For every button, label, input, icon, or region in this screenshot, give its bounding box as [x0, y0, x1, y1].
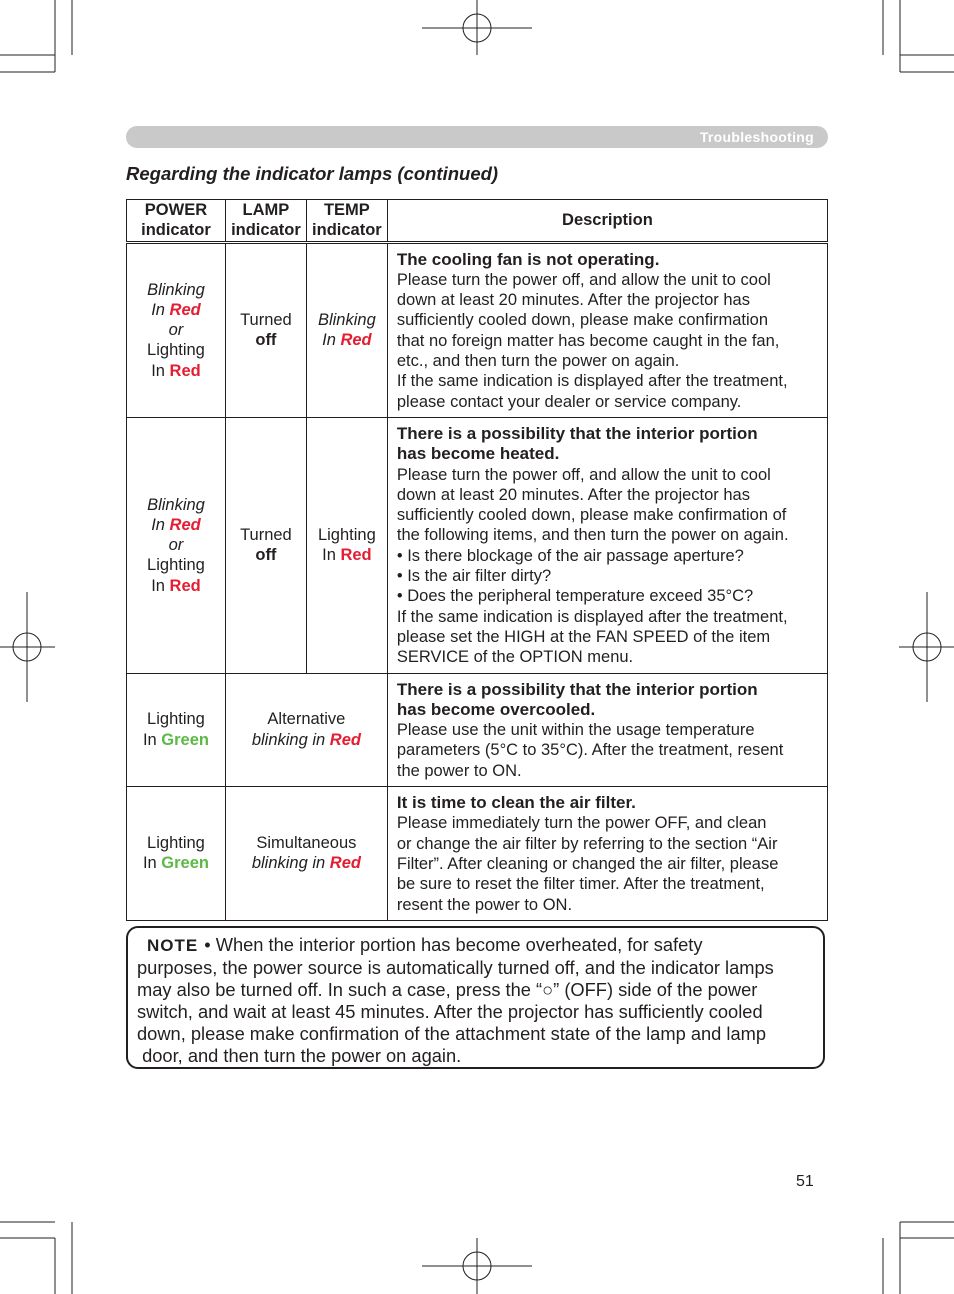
- note-text-line: down, please make confirmation of the attachment state of the lamp and lamp: [137, 1023, 767, 1044]
- note-text-line: • When the interior portion has become overheated, for safety: [204, 934, 703, 955]
- table-row: [127, 417, 828, 673]
- table-header-row: [127, 200, 828, 243]
- lamp-indicator-state: Turned off: [225, 242, 306, 417]
- description-title: The cooling fan is not operating.: [396, 249, 660, 269]
- table-row: [127, 673, 828, 786]
- section-header-bar: [126, 126, 828, 148]
- temp-indicator-state: Blinking In Red: [306, 242, 387, 417]
- note-box: [126, 926, 825, 1069]
- description-cell: It is time to clean the air filter. Please immediately turn the power OFF, and clean or change the air filter by referring to the section “Air Filter”. After cleaning or changed the air filter, please be sure to reset the filter timer. After the treatment, resent the power to ON.: [387, 787, 827, 921]
- page-title: Regarding the indicator lamps (continued): [126, 163, 499, 184]
- lamp-temp-indicator-state: Alternative blinking in Red: [225, 673, 387, 786]
- page-number: 51: [796, 1173, 814, 1190]
- lamp-temp-indicator-state: Simultaneous blinking in Red: [225, 787, 387, 921]
- note-label: NOTE: [147, 936, 199, 955]
- description-title: There is a possibility that the interior portion has become overcooled.: [396, 679, 758, 719]
- temp-indicator-state: Lighting In Red: [306, 417, 387, 673]
- power-indicator-state: Lighting In Green: [127, 787, 226, 921]
- table-row: [127, 242, 828, 417]
- description-title: It is time to clean the air filter.: [396, 793, 636, 813]
- description-cell: There is a possibility that the interior portion has become heated. Please turn the power off, and allow the unit to cool down at least 20 minutes. After the projector has sufficiently cooled down, please make confirmation of the following items, and then turn the power on again. • Is there blockage of the air passage aperture? • Is the air filter dirty? • Does the peripheral temperature exceed 35°C? If the same indication is displayed after the treatment, please set the HIGH at the FAN SPEED of the item SERVICE of the OPTION menu.: [387, 417, 827, 673]
- note-text-line: door, and then turn the power on again.: [137, 1045, 462, 1066]
- power-indicator-state: Blinking In Red or Lighting In Red: [127, 417, 226, 673]
- note-text-line: purposes, the power source is automatically turned off, and the indicator lamps: [137, 957, 774, 978]
- lamp-indicator-state: Turned off: [225, 417, 306, 673]
- power-indicator-state: Blinking In Red or Lighting In Red: [127, 242, 226, 417]
- description-cell: The cooling fan is not operating. Please turn the power off, and allow the unit to cool down at least 20 minutes. After the projector has sufficiently cooled down, please make confirmation that no foreign matter has become caught in the fan, etc., and then turn the power on again. If the same indication is displayed after the treatment, please contact your dealer or service company.: [387, 242, 827, 417]
- description-cell: There is a possibility that the interior portion has become overcooled. Please use the unit within the usage temperature parameters (5°C to 35°C). After the treatment, resent the power to ON.: [387, 673, 827, 786]
- header-description: Description: [387, 200, 827, 243]
- note-text-line: switch, and wait at least 45 minutes. After the projector has sufficiently cooled: [137, 1001, 763, 1022]
- header-temp: TEMP indicator: [306, 200, 387, 243]
- indicator-lamps-table: [126, 199, 828, 921]
- power-indicator-state: Lighting In Green: [127, 673, 226, 786]
- header-power: POWER indicator: [127, 200, 226, 243]
- section-label: Troubleshooting: [699, 129, 814, 145]
- header-lamp: LAMP indicator: [225, 200, 306, 243]
- note-text-line: may also be turned off. In such a case, press the “○” (OFF) side of the power: [137, 979, 758, 1000]
- table-row: [127, 787, 828, 921]
- description-title: There is a possibility that the interior portion has become heated.: [396, 423, 758, 464]
